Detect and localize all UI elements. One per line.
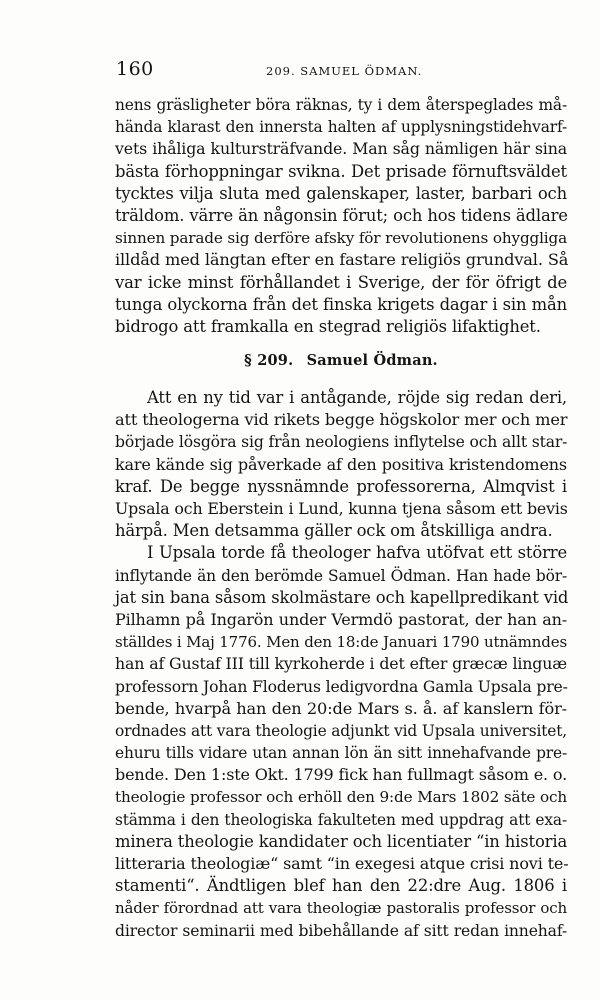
text-line: hända klarast den innersta halten af upplysningstidehvarf-	[115, 118, 567, 137]
running-head: 209. SAMUEL ÖDMAN.	[266, 64, 423, 78]
text-line: nåder förordnad att vara theologiæ pastoralis professor och	[115, 899, 567, 918]
text-line: kraf. De begge nyssnämnde professorerna, Almqvist i	[115, 476, 567, 496]
text-line: bende. Den 1:ste Okt. 1799 fick han fullmagt såsom e. o.	[115, 765, 568, 785]
paragraph-2	[115, 387, 567, 542]
text-line: att theologerna vid rikets begge högskolor mer och mer	[115, 410, 568, 430]
text-line: stämma i den theologiska fakulteten med uppdrag att exa-	[115, 810, 567, 829]
text-line: Att en ny tid var i antågande, röjde sig redan deri,	[147, 388, 567, 408]
text-line: han af Gustaf III till kyrkoherde i det efter græcæ linguæ	[115, 654, 567, 674]
text-line: sinnen parade sig derföre afsky för revolutionens ohyggliga	[115, 229, 567, 248]
text-line: inflytande än den berömde Samuel Ödman. Han hade bör-	[115, 566, 567, 585]
text-line: bidrogo att framkalla en stegrad religiös lifaktighet.	[115, 316, 541, 336]
page-header	[116, 58, 566, 80]
text-line: I Upsala torde få theologer hafva utöfvat ett större	[147, 543, 567, 563]
text-line: jat sin bana såsom skolmästare och kapellpredikant vid	[115, 587, 569, 607]
text-line: ställdes i Maj 1776. Men den 18:de Januari 1790 utnämndes	[115, 633, 567, 652]
text-line: var icke minst förhållandet i Sverige, der för öfrigt de	[115, 272, 567, 292]
text-line: Pilhamn på Ingarön under Vermdö pastorat, der han an-	[115, 609, 567, 629]
text-line: härpå. Men detsamma gäller ock om åtskilliga andra.	[115, 521, 553, 541]
section-title: Samuel Ödman.	[306, 352, 438, 370]
text-line: minera theologie kandidater och licentiater “in historia	[115, 831, 568, 851]
text-line: professorn Johan Floderus ledigvordna Gamla Upsala pre-	[115, 677, 568, 696]
text-line: kare kände sig påverkade af den positiva kristendomens	[115, 454, 567, 474]
section-number: § 209.	[244, 352, 294, 370]
text-line: theologie professor och erhöll den 9:de Mars 1802 säte och	[115, 788, 567, 807]
text-line: illdåd med längtan efter en fastare religiös grundval. Så	[115, 250, 569, 270]
text-line: ehuru tills vidare utan annan lön än sitt innehafvande pre-	[115, 744, 567, 763]
page-number: 160	[116, 58, 154, 80]
text-line: vets ihåliga kultursträfvande. Man såg nämligen här sina	[115, 139, 567, 159]
text-line: bästa förhoppningar svikna. Det prisade förnuftsväldet	[115, 161, 567, 181]
text-line: Upsala och Eberstein i Lund, kunna tjena såsom ett bevis	[115, 499, 568, 518]
text-line: stamenti“. Ändtligen blef han den 22:dre Aug. 1806 i	[115, 876, 567, 896]
paragraph-3	[115, 542, 567, 941]
section-heading	[115, 352, 567, 369]
paragraph-1	[115, 94, 567, 338]
text-line: träldom. värre än någonsin förut; och hos tidens ädlare	[115, 205, 568, 225]
text-line: ordnades att vara theologie adjunkt vid Upsala universitet,	[115, 721, 568, 740]
text-line: bende, hvarpå han den 20:de Mars s. å. af kanslern för-	[115, 698, 567, 718]
text-line: tunga olyckorna från det finska krigets dagar i sin mån	[115, 294, 567, 314]
text-line: började lösgöra sig från neologiens inflytelse och allt star-	[115, 433, 568, 452]
text-line: litteraria theologiæ“ samt “in exegesi atque crisi novi te-	[115, 854, 569, 873]
page-body	[115, 94, 567, 942]
text-line: tycktes vilja sluta med galenskaper, laster, barbari och	[115, 183, 567, 203]
text-line: director seminarii med bibehållande af sitt redan innehaf-	[115, 921, 567, 940]
text-line: nens gräsligheter böra räknas, ty i dem återspeglades må-	[115, 96, 567, 114]
